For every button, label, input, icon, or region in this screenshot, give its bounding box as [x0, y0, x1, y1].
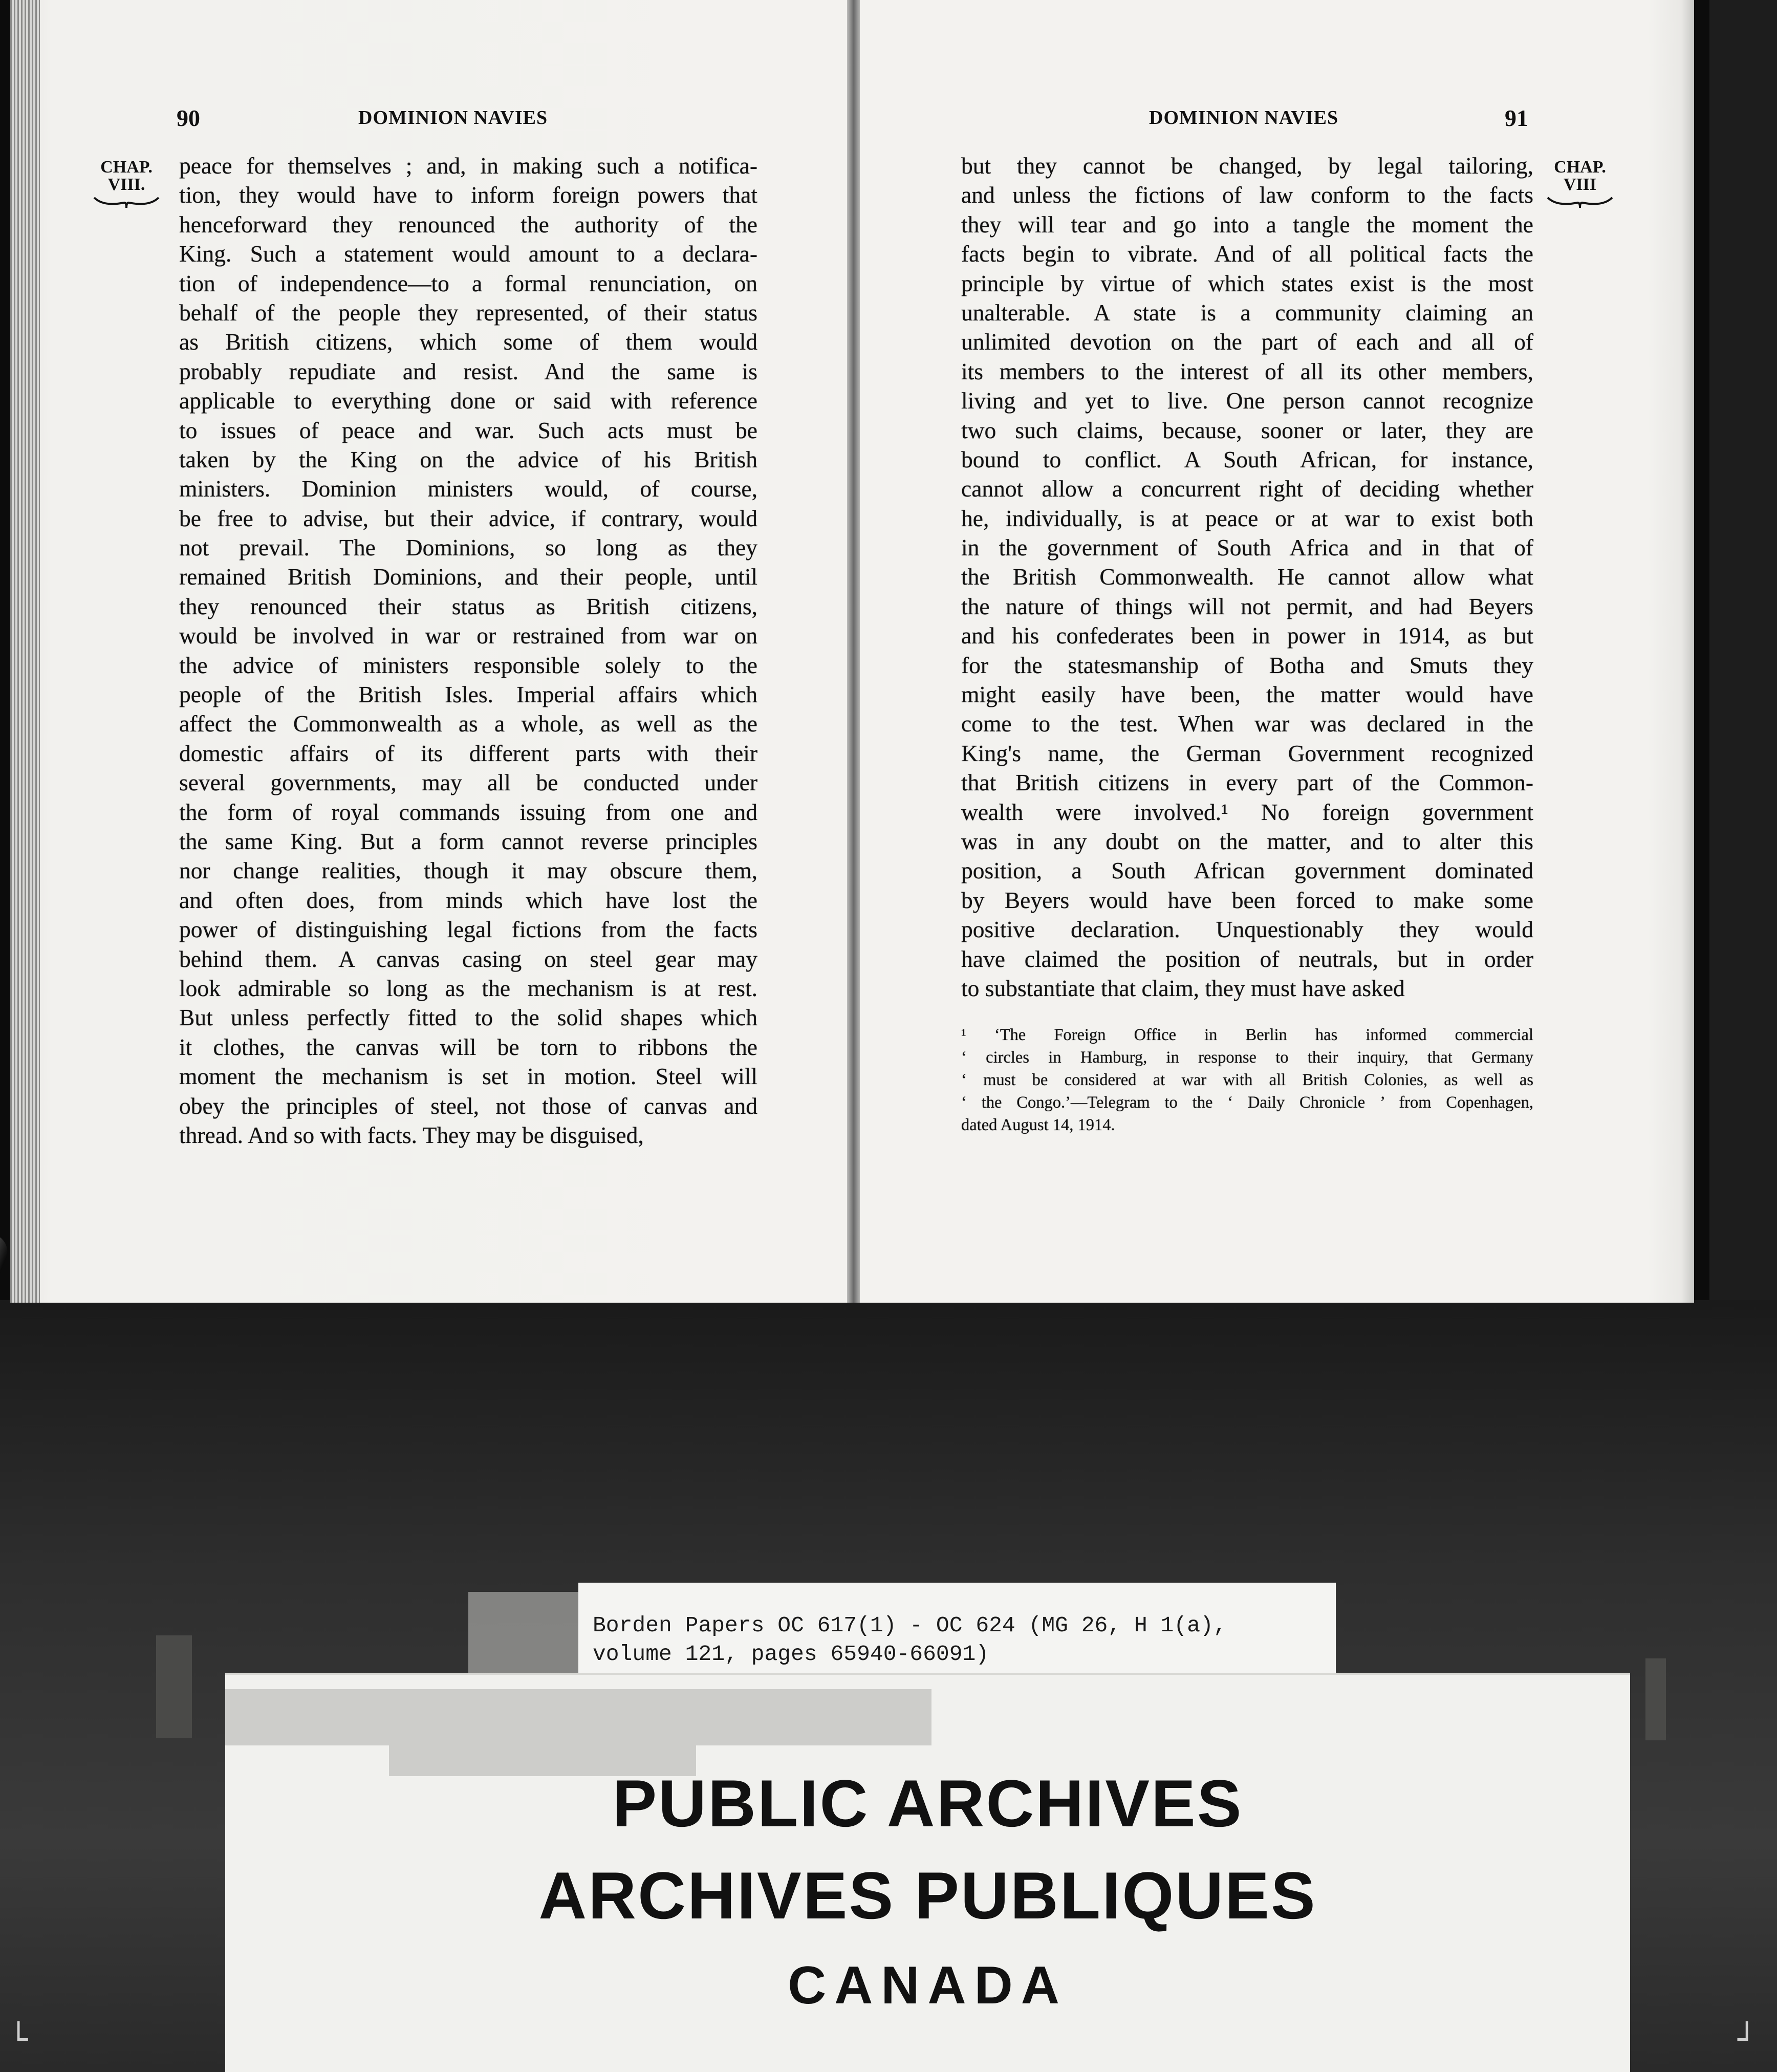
text-line: wealth were involved.¹ No foreign government [961, 798, 1533, 825]
archive-label-text [593, 1611, 1227, 1669]
text-line: its members to the interest of all its other members, [961, 358, 1533, 384]
clip-post [156, 1635, 192, 1738]
text-line: might easily have been, the matter would have [961, 681, 1533, 708]
text-line: they will tear and go into a tangle the moment the [961, 211, 1533, 238]
text-line: be free to advise, but their advice, if contrary, would [179, 505, 757, 531]
archives-country: CANADA [788, 1956, 1068, 2015]
text-line: as British citizens, which some of them would [179, 329, 757, 355]
archives-title-english: PUBLIC ARCHIVES [612, 1766, 1243, 1841]
text-line: would be involved in war or restrained from war on [179, 622, 757, 649]
text-line: the same King. But a form cannot reverse principles [179, 828, 757, 854]
text-line: not prevail. The Dominions, so long as they [179, 534, 757, 561]
text-line: come to the test. When war was declared in the [961, 710, 1533, 737]
text-line: the advice of ministers responsible solely to the [179, 652, 757, 678]
text-line: two such claims, because, sooner or later, they are [961, 417, 1533, 443]
text-line: several governments, may all be conducted under [179, 769, 757, 796]
text-line: ministers. Dominion ministers would, of course, [179, 476, 757, 502]
text-line: bound to conflict. A South African, for instance, [961, 446, 1533, 472]
archives-title-french: ARCHIVES PUBLIQUES [538, 1858, 1317, 1933]
text-line: ‘ must be considered at war with all British Colonies, as well as [961, 1071, 1533, 1089]
text-line: power of distinguishing legal fictions from the facts [179, 916, 757, 943]
text-line: unalterable. A state is a community claiming an [961, 299, 1533, 326]
book-gutter [847, 0, 861, 1303]
left-running-head: DOMINION NAVIES [358, 107, 548, 128]
text-line: peace for themselves ; and, in making such a notifica- [179, 153, 757, 179]
text-line: living and yet to live. One person cannot recognize [961, 387, 1533, 414]
text-line: But unless perfectly fitted to the solid shapes which [179, 1004, 757, 1031]
text-line: that British citizens in every part of the Common- [961, 769, 1533, 796]
text-line: tion of independence—to a formal renunciation, on [179, 270, 757, 296]
text-line: King's name, the German Government recognized [961, 740, 1533, 766]
text-line: the British Commonwealth. He cannot allow what [961, 564, 1533, 590]
chapter-label-line: VIII. [107, 175, 145, 194]
left-chapter-label [88, 159, 165, 209]
chapter-label-line: VIII [1563, 175, 1597, 194]
text-line: King. Such a statement would amount to a declara- [179, 241, 757, 267]
text-line: facts begin to vibrate. And of all political facts the [961, 241, 1533, 267]
text-line: to issues of peace and war. Such acts must be [179, 417, 757, 443]
page-edges [10, 0, 40, 1303]
text-line: and unless the fictions of law conform to the facts [961, 182, 1533, 208]
text-line: dated August 14, 1914. [961, 1116, 1115, 1134]
text-line: was in any doubt on the matter, and to alter this [961, 828, 1533, 854]
chapter-label-line: CHAP. [100, 158, 153, 177]
archive-label-line: Borden Papers OC 617(1) - OC 624 (MG 26, H 1(a), [593, 1613, 1227, 1638]
text-line: in the government of South Africa and in that of [961, 534, 1533, 561]
text-line: it clothes, the canvas will be torn to ribbons the [179, 1033, 757, 1060]
left-body-text [179, 151, 757, 1150]
right-running-head: DOMINION NAVIES [1149, 107, 1339, 128]
text-line: domestic affairs of its different parts with their [179, 740, 757, 766]
tape-piece [225, 1689, 931, 1745]
corner-mark-icon: └ [9, 2022, 28, 2058]
left-folio: 90 [177, 105, 200, 131]
brace-ornament-icon [93, 196, 160, 209]
text-line: principle by virtue of which states exist is the most [961, 270, 1533, 296]
chapter-label-line: CHAP. [1554, 158, 1606, 177]
text-line: tion, they would have to inform foreign powers that [179, 182, 757, 208]
text-line: look admirable so long as the mechanism is at rest. [179, 975, 757, 1001]
text-line: people of the British Isles. Imperial affairs which [179, 681, 757, 708]
right-body-text [961, 151, 1533, 1003]
text-line: he, individually, is at peace or at war to exist both [961, 505, 1533, 531]
right-footnote [961, 1024, 1533, 1136]
brace-ornament-icon [1547, 196, 1613, 209]
text-line: applicable to everything done or said with reference [179, 387, 757, 414]
clip-post [1645, 1658, 1666, 1740]
text-line: nor change realities, though it may obscure them, [179, 857, 757, 884]
text-line: unlimited devotion on the part of each and all of [961, 329, 1533, 355]
text-line: obey the principles of steel, not those of canvas and [179, 1092, 757, 1119]
text-line: to substantiate that claim, they must have asked [961, 975, 1405, 1001]
text-line: for the statesmanship of Botha and Smuts they [961, 652, 1533, 678]
text-line: they renounced their status as British citizens, [179, 593, 757, 619]
text-line: cannot allow a concurrent right of deciding whether [961, 476, 1533, 502]
text-line: but they cannot be changed, by legal tailoring, [961, 153, 1533, 179]
text-line: position, a South African government dominated [961, 857, 1533, 884]
text-line: behalf of the people they represented, of their status [179, 299, 757, 326]
right-chapter-label [1542, 159, 1618, 209]
text-line: and often does, from minds which have lost the [179, 887, 757, 913]
text-line: ‘ the Congo.’—Telegram to the ‘ Daily Chronicle ’ from Copenhagen, [961, 1093, 1533, 1112]
text-line: ‘ circles in Hamburg, in response to their inquiry, that Germany [961, 1048, 1533, 1067]
right-folio: 91 [1505, 105, 1528, 131]
text-line: the form of royal commands issuing from one and [179, 798, 757, 825]
text-line: moment the mechanism is set in motion. Steel will [179, 1063, 757, 1090]
text-line: probably repudiate and resist. And the same is [179, 358, 757, 384]
text-line: positive declaration. Unquestionably they would [961, 916, 1533, 943]
text-line: and his confederates been in power in 1914, as but [961, 622, 1533, 649]
text-line: remained British Dominions, and their people, until [179, 564, 757, 590]
text-line: taken by the King on the advice of his British [179, 446, 757, 472]
text-line: have claimed the position of neutrals, but in order [961, 945, 1533, 972]
text-line: by Beyers would have been forced to make some [961, 887, 1533, 913]
corner-mark-icon: ┘ [1738, 2022, 1757, 2058]
text-line: ¹ ‘The Foreign Office in Berlin has informed commercial [961, 1026, 1533, 1044]
text-line: affect the Commonwealth as a whole, as well as the [179, 710, 757, 737]
text-line: the nature of things will not permit, and had Beyers [961, 593, 1533, 619]
text-line: behind them. A canvas casing on steel gear may [179, 945, 757, 972]
text-line: thread. And so with facts. They may be disguised, [179, 1121, 644, 1148]
text-line: henceforward they renounced the authority of the [179, 211, 757, 238]
archive-label-line: volume 121, pages 65940-66091) [593, 1642, 989, 1667]
